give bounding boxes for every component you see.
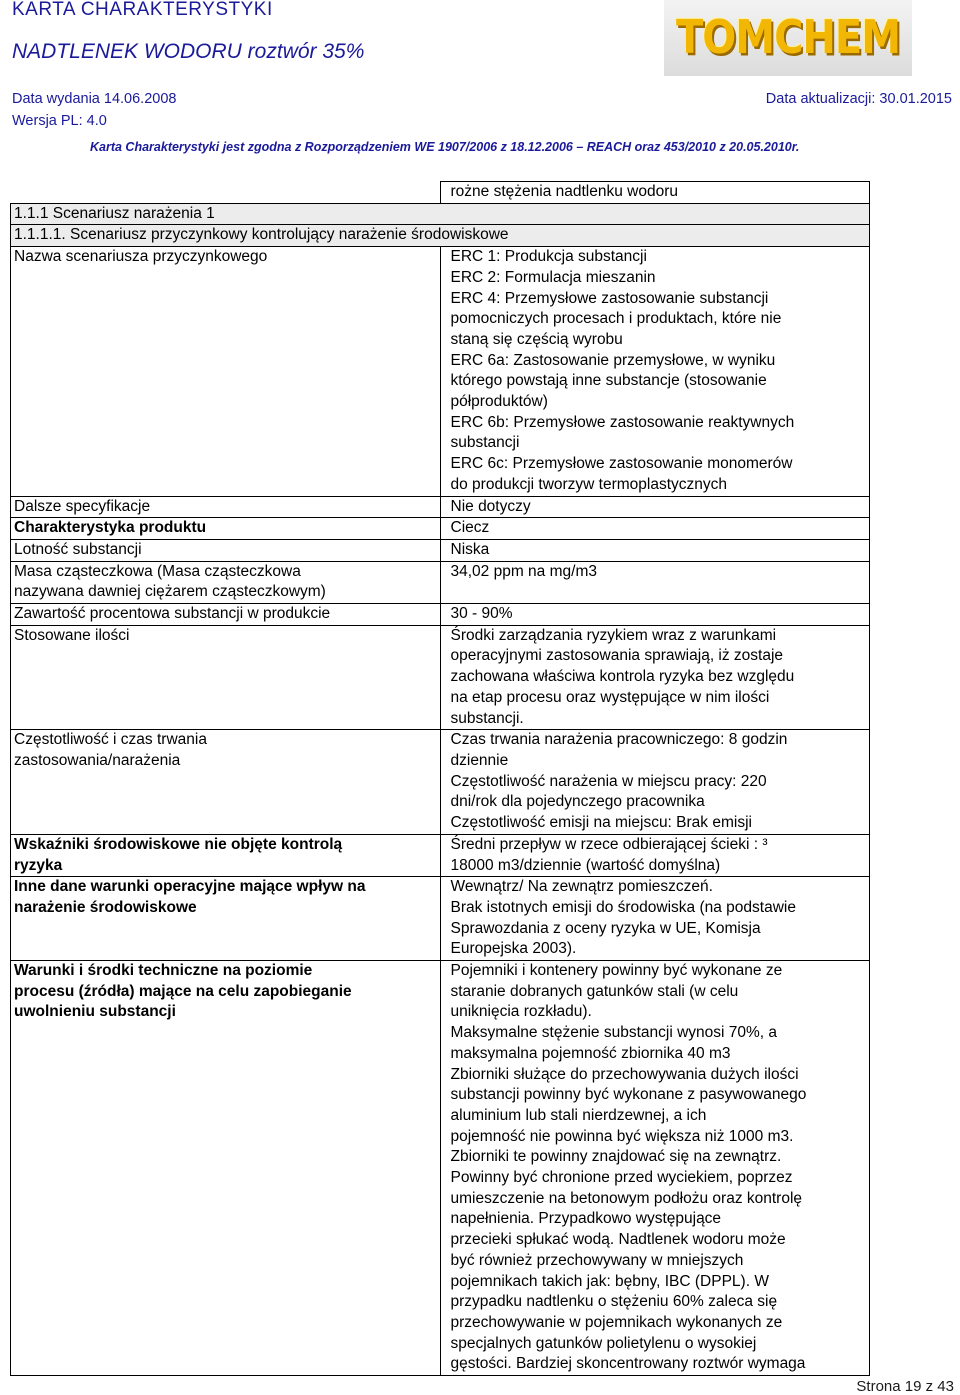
row-value-line: Brak istotnych emisji do środowiska (na podstawie	[450, 898, 796, 916]
row-value-line: półproduktów)	[450, 393, 548, 411]
row-value-line: pojemnikach takich jak: bębny, IBC (DPPL). W	[450, 1272, 769, 1290]
row-label-line: Lotność substancji	[14, 540, 142, 558]
row-value-line: przypadku nadtlenku o stężeniu 60% zaleca się	[450, 1293, 778, 1311]
row-value-line: maksymalna pojemność zbiornika 40 m3	[450, 1044, 731, 1062]
row-value-line: do produkcji tworzyw termoplastycznych	[450, 475, 728, 493]
row-value-line: którego powstają inne substancje (stosowanie	[450, 372, 767, 390]
row-value-line: ERC 6b: Przemysłowe zastosowanie reaktywnych	[450, 413, 795, 431]
row-value-line: ERC 6a: Zastosowanie przemysłowe, w wyniku	[450, 351, 776, 369]
table-row	[11, 730, 870, 835]
row-value-line: Powinny być chronione przed wyciekiem, poprzez	[450, 1169, 793, 1187]
row-value-line: gęstości. Bardziej skoncentrowany roztwór wymaga	[450, 1355, 806, 1373]
row-value-line: 18000 m3/dziennie (wartość domyślna)	[450, 856, 721, 874]
row-value-line: umieszczenie na betonowym podłożu oraz kontrolę	[450, 1189, 803, 1207]
row-value	[440, 561, 870, 603]
row-label-line: Masa cząsteczkowa (Masa cząsteczkowa	[14, 562, 301, 580]
table-row	[11, 604, 870, 626]
row-value-line: Ciecz	[450, 519, 490, 537]
regulation-note: Karta Charakterystyki jest zgodna z Rozporządzeniem WE 1907/2006 z 18.12.2006 – REACH oraz 453/2010 z 20.05.2010r.	[90, 140, 800, 154]
row-label-line: Charakterystyka produktu	[14, 519, 207, 537]
subscenario-heading: 1.1.1.1. Scenariusz przyczynkowy kontrolujący narażenie środowiskowe	[11, 225, 870, 247]
row-label-line: narażenie środowiskowe	[14, 898, 197, 916]
update-date: Data aktualizacji: 30.01.2015	[765, 91, 952, 107]
row-label	[11, 518, 441, 540]
row-value-line: Nie dotyczy	[450, 497, 531, 515]
table-row	[11, 961, 870, 1376]
row-value-line: Częstotliwość emisji na miejscu: Brak emisji	[450, 814, 752, 832]
row-label	[11, 539, 441, 561]
row-value-line: pomocniczych procesach i produktach, które nie	[450, 310, 782, 328]
row-value-line: Zbiorniki te powinny znajdować się na zewnątrz.	[450, 1148, 782, 1166]
row-value-line: staranie dobranych gatunków stali (w celu	[450, 982, 739, 1000]
row-value-line: ERC 4: Przemysłowe zastosowanie substancji	[450, 289, 769, 307]
issue-date: Data wydania 14.06.2008	[12, 91, 177, 107]
scenario-table	[10, 181, 870, 1376]
row-value-line: Niska	[450, 540, 490, 558]
row-label-line: Inne dane warunki operacyjne mające wpływ na	[14, 878, 366, 896]
row-label	[11, 604, 441, 626]
table-row	[11, 518, 870, 540]
row-value-line: Sprawozdania z oceny ryzyka w UE, Komisja	[450, 919, 761, 937]
row-value-line: Wewnątrz/ Na zewnątrz pomieszczeń.	[450, 878, 713, 896]
row-value-line: dni/rok dla pojedynczego pracownika	[450, 793, 705, 811]
concentration-note: rożne stężenia nadtlenku wodoru	[440, 182, 870, 204]
document-title: KARTA CHARAKTERYSTYKI	[12, 0, 273, 20]
row-label	[11, 496, 441, 518]
row-value-line: pojemność nie powinna być większa niż 1000 m3.	[450, 1127, 794, 1145]
row-value-line: staną się częścią wyrobu	[450, 330, 623, 348]
row-value-line: przechowywanie w pojemnikach wykonanych ze	[450, 1313, 783, 1331]
row-label	[11, 834, 441, 876]
table-row	[11, 247, 870, 496]
row-value-line: substancji powinny być wykonane z pasywowanego	[450, 1086, 807, 1104]
row-value-line: napełnienia. Przypadkowo występujące	[450, 1210, 722, 1228]
logo-text: TOMCHEM	[675, 11, 901, 65]
row-value-line: 34,02 ppm na mg/m3	[450, 562, 597, 580]
row-value-line: substancji	[450, 434, 520, 452]
row-value	[440, 518, 870, 540]
page-number: Strona 19 z 43	[856, 1378, 954, 1395]
table-row	[11, 561, 870, 603]
company-logo	[664, 0, 912, 76]
row-value-line: dziennie	[450, 751, 509, 769]
version: Wersja PL: 4.0	[12, 113, 107, 129]
row-value-line: Maksymalne stężenie substancji wynosi 70%, a	[450, 1024, 778, 1042]
row-value-line: substancji.	[450, 709, 524, 727]
row-value-line: Środki zarządzania ryzykiem wraz z warunkami	[450, 626, 777, 644]
row-value-line: Europejska 2003).	[450, 940, 577, 958]
row-value	[440, 496, 870, 518]
row-value-line: aluminium lub stali nierdzewnej, a ich	[450, 1106, 707, 1124]
row-value-line: specjalnych gatunków polietylenu o wysokiej	[450, 1334, 757, 1352]
row-value	[440, 961, 870, 1376]
row-value-line: Średni przepływ w rzece odbierającej ścieki : ³	[450, 835, 768, 853]
table-row	[11, 496, 870, 518]
row-value-line: przecieki spłukać wodą. Nadtlenek wodoru może	[450, 1231, 786, 1249]
row-value	[440, 730, 870, 835]
row-label-line: Warunki i środki techniczne na poziomie	[14, 962, 313, 980]
row-value-line: ERC 2: Formulacja mieszanin	[450, 268, 656, 286]
row-value-line: 30 - 90%	[450, 605, 513, 623]
row-label-line: nazywana dawniej ciężarem cząsteczkowym)	[14, 583, 326, 601]
product-name: NADTLENEK WODORU roztwór 35%	[12, 40, 365, 63]
row-value	[440, 539, 870, 561]
row-label	[11, 961, 441, 1376]
row-value-line: na etap procesu oraz występujące w nim ilości	[450, 688, 770, 706]
row-value	[440, 247, 870, 496]
row-label	[11, 247, 441, 496]
row-label	[11, 625, 441, 730]
row-label-line: zastosowania/narażenia	[14, 751, 181, 769]
table-row	[11, 625, 870, 730]
row-value-line: ERC 1: Produkcja substancji	[450, 248, 647, 266]
row-label-line: Stosowane ilości	[14, 626, 130, 644]
row-value	[440, 604, 870, 626]
scenario-heading: 1.1.1 Scenariusz narażenia 1	[11, 203, 870, 225]
row-value-line: operacyjnymi zastosowania sprawiają, iż zostaje	[450, 647, 784, 665]
row-value	[440, 834, 870, 876]
row-value	[440, 877, 870, 961]
row-value-line: ERC 6c: Przemysłowe zastosowanie monomerów	[450, 455, 793, 473]
row-value-line: Pojemniki i kontenery powinny być wykonane ze	[450, 962, 783, 980]
table-row	[11, 877, 870, 961]
row-label	[11, 877, 441, 961]
row-value-line: Częstotliwość narażenia w miejscu pracy: 220	[450, 772, 767, 790]
table-row	[11, 834, 870, 876]
row-label	[11, 561, 441, 603]
row-value	[440, 625, 870, 730]
row-label-line: Wskaźniki środowiskowe nie objęte kontrolą	[14, 835, 343, 853]
row-value-line: Zbiorniki służące do przechowywania dużych ilości	[450, 1065, 799, 1083]
row-label-line: Zawartość procentowa substancji w produkcie	[14, 605, 331, 623]
row-value-line: uniknięcia rozkładu).	[450, 1003, 592, 1021]
row-label-line: uwolnieniu substancji	[14, 1003, 176, 1021]
row-label-line: Nazwa scenariusza przyczynkowego	[14, 248, 268, 266]
row-label-line: Dalsze specyfikacje	[14, 497, 151, 515]
table-row	[11, 539, 870, 561]
row-value-line: zachowana właściwa kontrola ryzyka bez względu	[450, 668, 795, 686]
row-label-line: ryzyka	[14, 856, 63, 874]
row-label-line: procesu (źródła) mające na celu zapobieganie	[14, 982, 352, 1000]
row-label-line: Częstotliwość i czas trwania	[14, 731, 207, 749]
row-value-line: być również przechowywany w mniejszych	[450, 1251, 744, 1269]
row-value-line: Czas trwania narażenia pracowniczego: 8 godzin	[450, 731, 788, 749]
row-label	[11, 730, 441, 835]
